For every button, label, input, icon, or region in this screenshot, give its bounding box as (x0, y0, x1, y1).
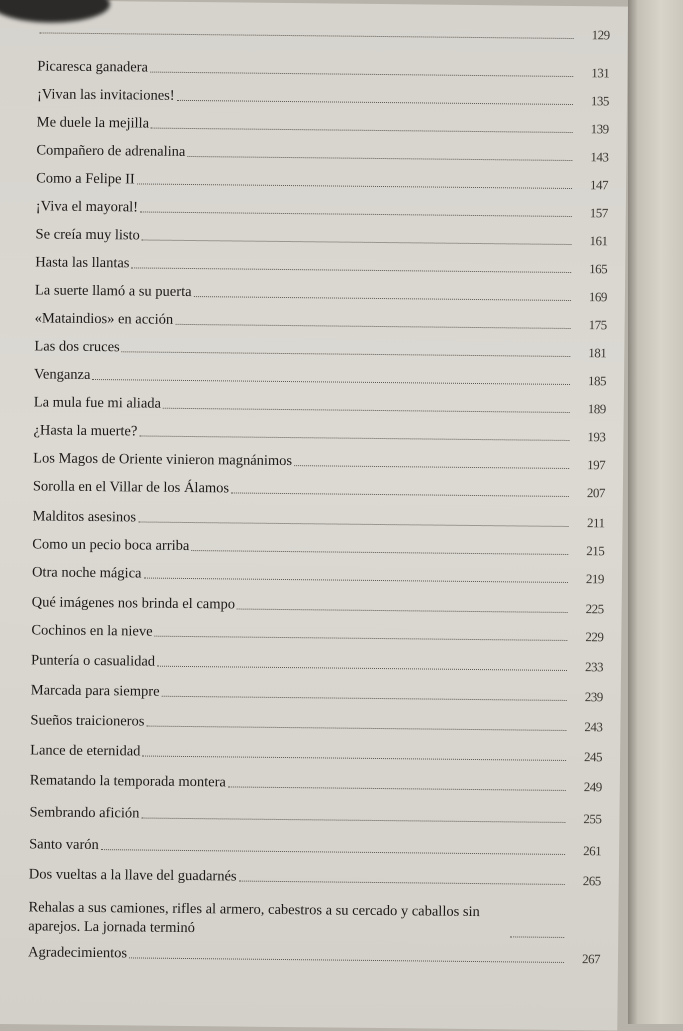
dot-leader (191, 549, 568, 555)
toc-entry-title: Cochinos en la nieve (31, 622, 152, 640)
toc-entry-title: Agradecimientos (28, 944, 127, 962)
toc-entry-page-number: 165 (577, 260, 607, 277)
toc-entry (34, 338, 606, 361)
toc-entry-page-number: 211 (574, 514, 604, 531)
dot-leader (510, 935, 564, 938)
dot-leader (92, 378, 570, 385)
dot-leader (139, 434, 569, 441)
toc-entry-page-number: 261 (571, 842, 601, 859)
toc-entry-page-number: 267 (570, 950, 600, 967)
toc-entry-title: Lance de eternidad (30, 742, 140, 760)
toc-entry-title: «Mataindios» en acción (35, 310, 174, 328)
toc-entry-title: Como un pecio boca arriba (32, 536, 189, 555)
dot-leader (163, 407, 570, 413)
page-edge (628, 0, 683, 1024)
dot-leader (129, 956, 564, 963)
dot-leader (294, 464, 569, 469)
dot-leader (40, 31, 574, 39)
toc-entry (31, 652, 603, 675)
table-of-contents (38, 18, 648, 24)
toc-entry-title: Se creía muy listo (35, 226, 139, 244)
toc-entry-page-number: 233 (573, 658, 603, 675)
toc-entry (28, 944, 600, 967)
toc-entry-title: Rematando la temporada montera (30, 772, 226, 791)
toc-entry (35, 254, 607, 277)
toc-entry-title: Me duele la mejilla (37, 114, 150, 132)
dot-leader (228, 785, 566, 791)
toc-entry-page-number: 161 (577, 232, 607, 249)
toc-entry (32, 536, 604, 559)
toc-entry-title: ¡Viva el mayoral! (36, 198, 138, 216)
toc-entry-title: Dos vueltas a la llave del guadarnés (29, 866, 237, 885)
toc-entry-page-number: 239 (573, 688, 603, 705)
toc-entry (33, 478, 605, 501)
toc-entry-title: Sueños traicioneros (30, 712, 144, 730)
toc-entry (31, 622, 603, 645)
toc-entry-title: ¿Hasta la muerte? (33, 422, 137, 440)
toc-entry (28, 898, 600, 942)
toc-entry-page-number: 197 (575, 456, 605, 473)
dot-leader (122, 350, 571, 357)
toc-entry-page-number: 255 (571, 810, 601, 827)
toc-entry-title: Santo varón (29, 836, 99, 854)
dot-leader (131, 266, 571, 273)
toc-entry-page-number: 143 (578, 148, 608, 165)
dot-leader (157, 665, 567, 671)
toc-entry-page-number: 219 (574, 570, 604, 587)
toc-entry-title: Hasta las llantas (35, 254, 129, 272)
dot-leader (194, 295, 571, 301)
toc-entry (29, 866, 601, 889)
toc-entry (38, 20, 610, 43)
toc-entry-title: La suerte llamó a su puerta (35, 282, 192, 301)
toc-entry-title: Las dos cruces (34, 338, 120, 356)
dot-leader (231, 491, 569, 497)
dot-leader (150, 71, 573, 77)
toc-entry-title: Rehalas a sus camiones, rifles al armero, cabestros a su cercado y caballos sin aparejos. La jornada terminó (28, 898, 508, 941)
dot-leader (239, 880, 565, 885)
toc-entry (35, 310, 607, 333)
toc-entry (29, 804, 601, 827)
toc-entry (30, 772, 602, 795)
toc-entry-title: Sorolla en el Villar de los Álamos (33, 478, 229, 497)
toc-entry-title: Sembrando afición (29, 804, 139, 822)
dot-leader (142, 755, 566, 761)
toc-entry-page-number: 131 (579, 64, 609, 81)
toc-entry-page-number: 139 (579, 120, 609, 137)
toc-entry (32, 564, 604, 587)
toc-entry (37, 58, 609, 81)
toc-entry (30, 712, 602, 735)
toc-entry (36, 170, 608, 193)
toc-entry (30, 742, 602, 765)
toc-entry-title: Otra noche mágica (32, 564, 142, 582)
toc-entry (29, 836, 601, 859)
toc-entry (35, 226, 607, 249)
toc-entry-title: Picaresca ganadera (37, 58, 148, 76)
dot-leader (187, 155, 572, 161)
toc-entry-title: Marcada para siempre (31, 682, 160, 700)
toc-entry-title: Venganza (34, 366, 91, 384)
toc-entry-page-number: 243 (572, 718, 602, 735)
toc-entry (32, 594, 604, 617)
toc-entry-title: La mula fue mi aliada (34, 394, 161, 412)
toc-entry-page-number: 245 (572, 748, 602, 765)
toc-entry-title: Malditos asesinos (33, 508, 137, 526)
dot-leader (137, 182, 572, 189)
toc-entry-title: Puntería o casualidad (31, 652, 155, 670)
toc-entry (34, 366, 606, 389)
dot-leader (140, 210, 572, 217)
dot-leader (142, 238, 572, 244)
toc-entry-page-number: 215 (574, 542, 604, 559)
dot-leader (146, 725, 566, 731)
toc-entry-page-number: 229 (573, 628, 603, 645)
toc-entry-page-number: 225 (574, 600, 604, 617)
toc-entry-title: Los Magos de Oriente vinieron magnánimos (33, 450, 292, 470)
toc-entry (33, 422, 605, 445)
toc-entry (33, 450, 605, 473)
dot-leader (162, 695, 567, 701)
dot-leader (141, 817, 565, 823)
toc-entry (35, 282, 607, 305)
toc-entry-page-number: 157 (578, 204, 608, 221)
toc-entry-page-number: 147 (578, 176, 608, 193)
toc-entry-title: Qué imágenes nos brinda el campo (32, 594, 236, 613)
toc-entry-page-number: 175 (577, 316, 607, 333)
toc-entry-title: ¡Vivan las invitaciones! (37, 86, 175, 104)
dot-leader (138, 520, 568, 527)
toc-entry (37, 86, 609, 109)
toc-entry-page-number: 129 (580, 26, 610, 43)
dot-leader (175, 323, 570, 329)
toc-entry-page-number: 189 (576, 400, 606, 417)
toc-entry (33, 508, 605, 531)
toc-entry (31, 682, 603, 705)
toc-entry-page-number: 135 (579, 92, 609, 109)
dot-leader (237, 608, 568, 613)
dot-leader (151, 127, 573, 133)
toc-entry-page-number: 185 (576, 372, 606, 389)
toc-entry-page-number: 169 (577, 288, 607, 305)
toc-entry-page-number: 265 (571, 872, 601, 889)
dot-leader (155, 635, 568, 641)
toc-entry (34, 394, 606, 417)
toc-entry-page-number: 181 (576, 344, 606, 361)
toc-entry-page-number: 207 (575, 484, 605, 501)
toc-entry-page-number: 249 (572, 778, 602, 795)
toc-entry (36, 198, 608, 221)
toc-entry-title: Como a Felipe II (36, 170, 135, 188)
toc-entry-page-number: 193 (575, 428, 605, 445)
toc-entry (36, 142, 608, 165)
toc-entry-title: Compañero de adrenalina (36, 142, 185, 161)
dot-leader (101, 848, 565, 855)
dot-leader (143, 577, 567, 583)
dot-leader (177, 99, 573, 105)
toc-entry (37, 114, 609, 137)
